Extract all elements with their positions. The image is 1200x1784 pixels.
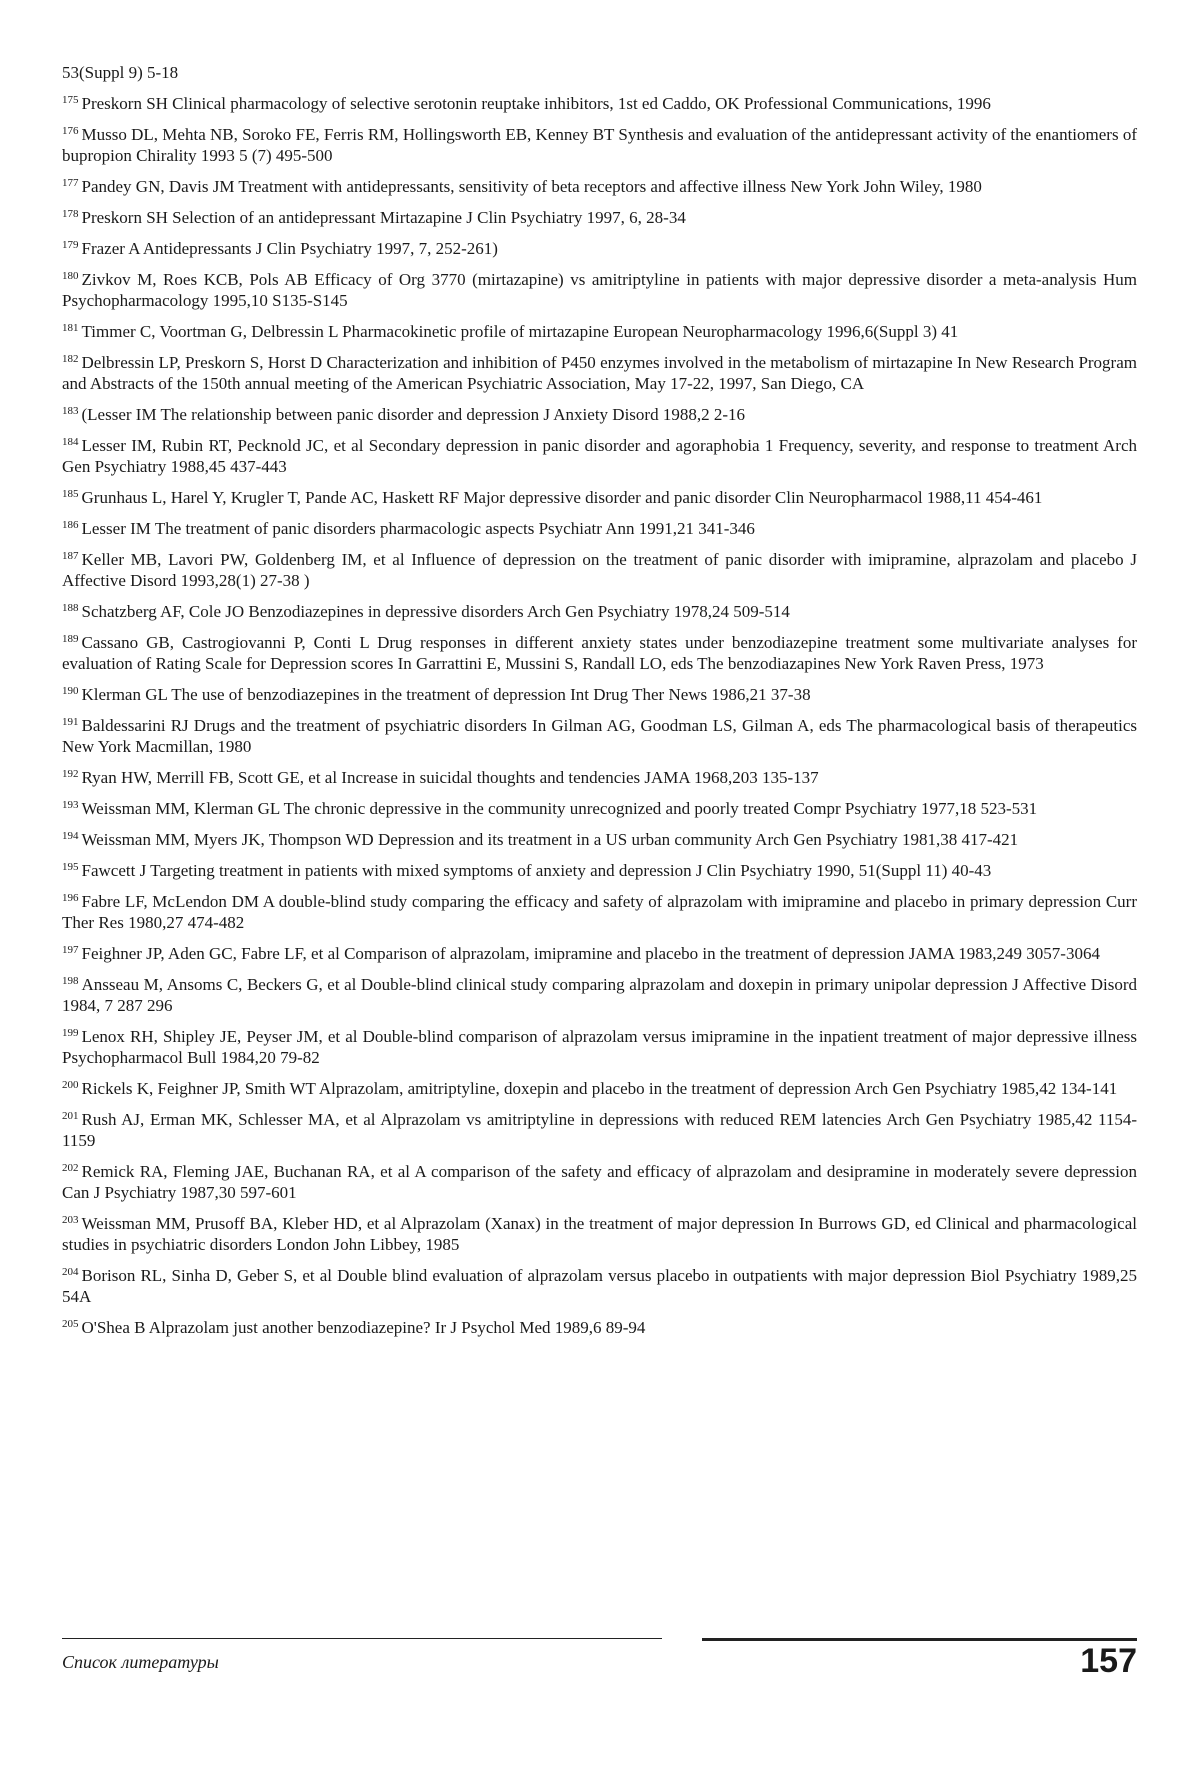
reference-entry bbox=[62, 1023, 1137, 1068]
reference-number: 190 bbox=[62, 685, 79, 697]
reference-number: 175 bbox=[62, 94, 79, 106]
reference-entry bbox=[62, 598, 1137, 622]
reference-text: Borison RL, Sinha D, Geber S, et al Double blind evaluation of alprazolam versus placebo in outpatients with major depression Biol Psychiatry 1989,25 54A bbox=[62, 1266, 1137, 1306]
reference-text: Keller MB, Lavori PW, Goldenberg IM, et al Influence of depression on the treatment of panic disorder with imipramine, alprazolam and placebo J Affective Disord 1993,28(1) 27-38 ) bbox=[62, 550, 1137, 590]
reference-number: 199 bbox=[62, 1027, 79, 1039]
reference-number: 185 bbox=[62, 488, 79, 500]
reference-text: Remick RA, Fleming JAE, Buchanan RA, et al A comparison of the safety and efficacy of alprazolam and desipramine in moderately severe depression Can J Psychiatry 1987,30 597-601 bbox=[62, 1162, 1137, 1202]
reference-text: Lesser IM, Rubin RT, Pecknold JC, et al Secondary depression in panic disorder and agoraphobia 1 Frequency, severity, and response to treatment Arch Gen Psychiatry 1988,45 437-443 bbox=[62, 436, 1137, 476]
reference-text: Weissman MM, Myers JK, Thompson WD Depression and its treatment in a US urban community Arch Gen Psychiatry 1981,38 417-421 bbox=[81, 830, 1019, 849]
reference-number: 181 bbox=[62, 322, 79, 334]
reference-list bbox=[62, 90, 1137, 1338]
reference-text: Timmer C, Voortman G, Delbressin L Pharmacokinetic profile of mirtazapine European Neuropharmacology 1996,6(Suppl 3) 41 bbox=[81, 322, 959, 341]
reference-entry bbox=[62, 629, 1137, 674]
reference-number: 204 bbox=[62, 1266, 79, 1278]
reference-text: Preskorn SH Selection of an antidepressant Mirtazapine J Clin Psychiatry 1997, 6, 28-34 bbox=[81, 208, 686, 227]
reference-entry bbox=[62, 888, 1137, 933]
reference-entry bbox=[62, 1210, 1137, 1255]
reference-text: Zivkov M, Roes KCB, Pols AB Efficacy of Org 3770 (mirtazapine) vs amitriptyline in patients with major depressive disorder a meta-analysis Hum Psychopharmacology 1995,10 S135-S145 bbox=[62, 270, 1137, 310]
reference-number: 197 bbox=[62, 944, 79, 956]
reference-text: Pandey GN, Davis JM Treatment with antidepressants, sensitivity of beta receptors and affective illness New York John Wiley, 1980 bbox=[81, 177, 982, 196]
reference-entry bbox=[62, 712, 1137, 757]
reference-text: Rush AJ, Erman MK, Schlesser MA, et al Alprazolam vs amitriptyline in depressions with reduced REM latencies Arch Gen Psychiatry 1985,42 1154-1159 bbox=[62, 1110, 1137, 1150]
reference-entry bbox=[62, 432, 1137, 477]
reference-entry bbox=[62, 764, 1137, 788]
reference-text: Lenox RH, Shipley JE, Peyser JM, et al Double-blind comparison of alprazolam versus imipramine in the inpatient treatment of major depressive illness Psychopharmacol Bull 1984,20 79-82 bbox=[62, 1027, 1137, 1067]
reference-entry bbox=[62, 173, 1137, 197]
reference-entry bbox=[62, 204, 1137, 228]
reference-number: 200 bbox=[62, 1079, 79, 1091]
reference-entry bbox=[62, 940, 1137, 964]
reference-text: Schatzberg AF, Cole JO Benzodiazepines in depressive disorders Arch Gen Psychiatry 1978,24 509-514 bbox=[81, 602, 790, 621]
reference-page bbox=[62, 62, 1137, 1345]
reference-entry bbox=[62, 266, 1137, 311]
reference-number: 189 bbox=[62, 633, 79, 645]
reference-text: Rickels K, Feighner JP, Smith WT Alprazolam, amitriptyline, doxepin and placebo in the treatment of depression Arch Gen Psychiatry 1985,42 134-141 bbox=[81, 1079, 1118, 1098]
reference-text: Delbressin LP, Preskorn S, Horst D Characterization and inhibition of P450 enzymes involved in the metabolism of mirtazapine In New Research Program and Abstracts of the 150th annual meeting of the American Psychiatric Association, May 17-22, 1997, San Diego, CA bbox=[62, 353, 1137, 393]
reference-text: (Lesser IM The relationship between panic disorder and depression J Anxiety Disord 1988,2 2-16 bbox=[81, 405, 745, 424]
reference-text: Lesser IM The treatment of panic disorders pharmacologic aspects Psychiatr Ann 1991,21 341-346 bbox=[81, 519, 755, 538]
reference-text: Weissman MM, Prusoff BA, Kleber HD, et al Alprazolam (Xanax) in the treatment of major depression In Burrows GD, ed Clinical and pharmacological studies in psychiatric disorders London John Libbey, 1985 bbox=[62, 1214, 1137, 1254]
reference-number: 205 bbox=[62, 1318, 79, 1330]
reference-number: 184 bbox=[62, 436, 79, 448]
reference-number: 188 bbox=[62, 602, 79, 614]
reference-text: Grunhaus L, Harel Y, Krugler T, Pande AC, Haskett RF Major depressive disorder and panic disorder Clin Neuropharmacol 1988,11 454-461 bbox=[81, 488, 1043, 507]
reference-text: Preskorn SH Clinical pharmacology of selective serotonin reuptake inhibitors, 1st ed Caddo, OK Professional Communications, 1996 bbox=[81, 94, 991, 113]
footer-section-title: Список литературы bbox=[62, 1652, 219, 1672]
reference-entry bbox=[62, 401, 1137, 425]
reference-number: 202 bbox=[62, 1162, 79, 1174]
reference-number: 203 bbox=[62, 1214, 79, 1226]
reference-number: 187 bbox=[62, 550, 79, 562]
reference-number: 179 bbox=[62, 239, 79, 251]
reference-number: 195 bbox=[62, 861, 79, 873]
reference-text: O'Shea B Alprazolam just another benzodiazepine? Ir J Psychol Med 1989,6 89-94 bbox=[81, 1318, 646, 1337]
reference-entry bbox=[62, 349, 1137, 394]
reference-entry bbox=[62, 235, 1137, 259]
reference-text: Cassano GB, Castrogiovanni P, Conti L Drug responses in different anxiety states under benzodiazepine treatment some multivariate analyses for evaluation of Rating Scale for Depression scores In Garrattini E, Mussini S, Randall LO, eds The benzodiazapines New York Raven Press, 1973 bbox=[62, 633, 1137, 673]
reference-number: 177 bbox=[62, 177, 79, 189]
reference-entry bbox=[62, 121, 1137, 166]
reference-entry bbox=[62, 90, 1137, 114]
page-number: 157 bbox=[1080, 1642, 1137, 1680]
reference-entry bbox=[62, 1314, 1137, 1338]
reference-entry bbox=[62, 681, 1137, 705]
reference-number: 176 bbox=[62, 125, 79, 137]
reference-text: Ansseau M, Ansoms C, Beckers G, et al Double-blind clinical study comparing alprazolam and doxepin in primary unipolar depression J Affective Disord 1984, 7 287 296 bbox=[62, 975, 1137, 1015]
reference-number: 194 bbox=[62, 830, 79, 842]
reference-text: Klerman GL The use of benzodiazepines in the treatment of depression Int Drug Ther News 1986,21 37-38 bbox=[81, 685, 811, 704]
reference-text: Weissman MM, Klerman GL The chronic depressive in the community unrecognized and poorly treated Compr Psychiatry 1977,18 523-531 bbox=[81, 799, 1038, 818]
reference-entry bbox=[62, 1262, 1137, 1307]
reference-text: Ryan HW, Merrill FB, Scott GE, et al Increase in suicidal thoughts and tendencies JAMA 1968,203 135-137 bbox=[81, 768, 819, 787]
reference-number: 196 bbox=[62, 892, 79, 904]
reference-number: 193 bbox=[62, 799, 79, 811]
reference-text: Fabre LF, McLendon DM A double-blind study comparing the efficacy and safety of alprazolam with imipramine and placebo in primary depression Curr Ther Res 1980,27 474-482 bbox=[62, 892, 1137, 932]
reference-number: 192 bbox=[62, 768, 79, 780]
reference-entry bbox=[62, 515, 1137, 539]
reference-text: Fawcett J Targeting treatment in patients with mixed symptoms of anxiety and depression J Clin Psychiatry 1990, 51(Suppl 11) 40-43 bbox=[81, 861, 992, 880]
reference-number: 198 bbox=[62, 975, 79, 987]
reference-entry bbox=[62, 795, 1137, 819]
page-footer bbox=[62, 1638, 1137, 1698]
reference-entry bbox=[62, 857, 1137, 881]
reference-number: 178 bbox=[62, 208, 79, 220]
footer-rule-right bbox=[702, 1638, 1137, 1641]
reference-continuation: 53(Suppl 9) 5-18 bbox=[62, 63, 179, 82]
reference-text: Frazer A Antidepressants J Clin Psychiatry 1997, 7, 252-261) bbox=[81, 239, 498, 258]
reference-number: 191 bbox=[62, 716, 79, 728]
reference-number: 180 bbox=[62, 270, 79, 282]
reference-entry bbox=[62, 1106, 1137, 1151]
reference-entry bbox=[62, 318, 1137, 342]
footer-rule-left bbox=[62, 1638, 662, 1639]
reference-entry bbox=[62, 484, 1137, 508]
reference-entry bbox=[62, 546, 1137, 591]
reference-text: Feighner JP, Aden GC, Fabre LF, et al Comparison of alprazolam, imipramine and placebo in the treatment of depression JAMA 1983,249 3057-3064 bbox=[81, 944, 1100, 963]
reference-entry bbox=[62, 1075, 1137, 1099]
reference-number: 182 bbox=[62, 353, 79, 365]
reference-entry bbox=[62, 1158, 1137, 1203]
reference-number: 186 bbox=[62, 519, 79, 531]
reference-number: 201 bbox=[62, 1110, 79, 1122]
reference-entry bbox=[62, 971, 1137, 1016]
reference-number: 183 bbox=[62, 405, 79, 417]
reference-entry bbox=[62, 826, 1137, 850]
reference-text: Musso DL, Mehta NB, Soroko FE, Ferris RM, Hollingsworth EB, Kenney BT Synthesis and evaluation of the antidepressant activity of the enantiomers of bupropion Chirality 1993 5 (7) 495-500 bbox=[62, 125, 1137, 165]
reference-text: Baldessarini RJ Drugs and the treatment of psychiatric disorders In Gilman AG, Goodman LS, Gilman A, eds The pharmacological basis of therapeutics New York Macmillan, 1980 bbox=[62, 716, 1137, 756]
